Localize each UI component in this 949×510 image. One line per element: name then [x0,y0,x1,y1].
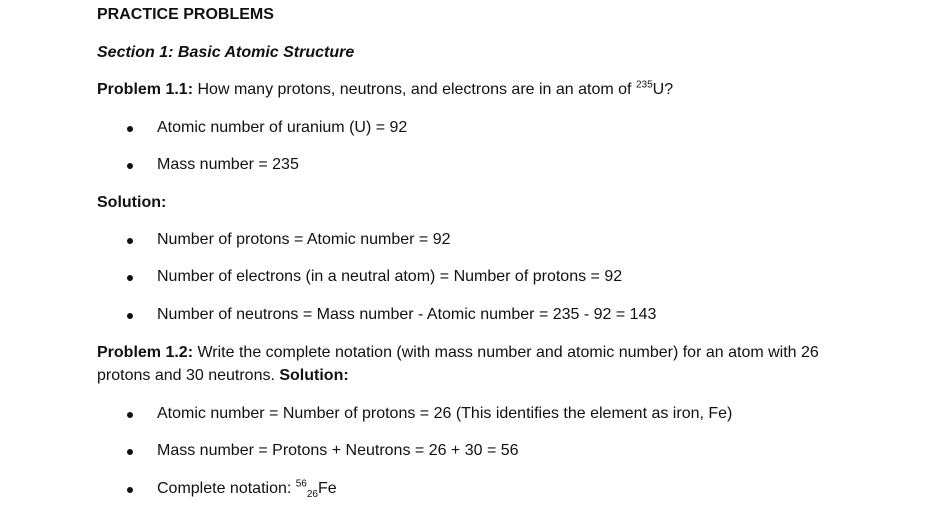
bullet-icon [127,449,133,455]
section-heading: Section 1: Basic Atomic Structure [97,44,355,61]
bullet-icon [127,126,133,132]
list-item: Number of electrons (in a neutral atom) = Number of protons = 92 [157,268,623,285]
list-item: Mass number = 235 [157,156,299,173]
problem-label: Problem 1.2: [97,344,194,361]
list-item: Atomic number = Number of protons = 26 (This identifies the element as iron, Fe) [157,405,733,422]
problem-label: Problem 1.1: [97,81,194,98]
bullet-icon [127,412,133,418]
notation-label: Complete notation: [157,480,296,497]
bullet-icon [127,313,133,319]
problem-1-1 [97,80,673,100]
list-item: Mass number = Protons + Neutrons = 26 + 30 = 56 [157,442,519,459]
list-item: Number of protons = Atomic number = 92 [157,231,451,248]
element-symbol: U [652,81,665,98]
list-item-notation [157,479,337,499]
problem-text: How many protons, neutrons, and electrons are in an atom of [197,81,636,98]
list-item: Atomic number of uranium (U) = 92 [157,119,408,136]
problem-text-end: ? [664,81,674,98]
mass-number-superscript: 56 [295,478,307,490]
bullet-icon [127,275,133,281]
solution-label: Solution: [279,367,349,384]
isotope-notation [296,479,318,499]
list-item: Number of neutrons = Mass number - Atomic number = 235 - 92 = 143 [157,306,657,323]
bullet-icon [127,238,133,244]
mass-number-superscript: 235 [635,79,653,91]
problem-text: Write the complete notation (with mass number and atomic number) for an atom with 26 protons and 30 neutrons. [97,344,819,384]
page-title: PRACTICE PROBLEMS [97,6,274,23]
element-symbol: Fe [318,480,337,497]
solution-label: Solution: [97,194,167,211]
problem-1-2 [97,341,857,387]
bullet-icon [127,487,133,493]
bullet-icon [127,163,133,169]
atomic-number-subscript: 26 [306,489,318,501]
